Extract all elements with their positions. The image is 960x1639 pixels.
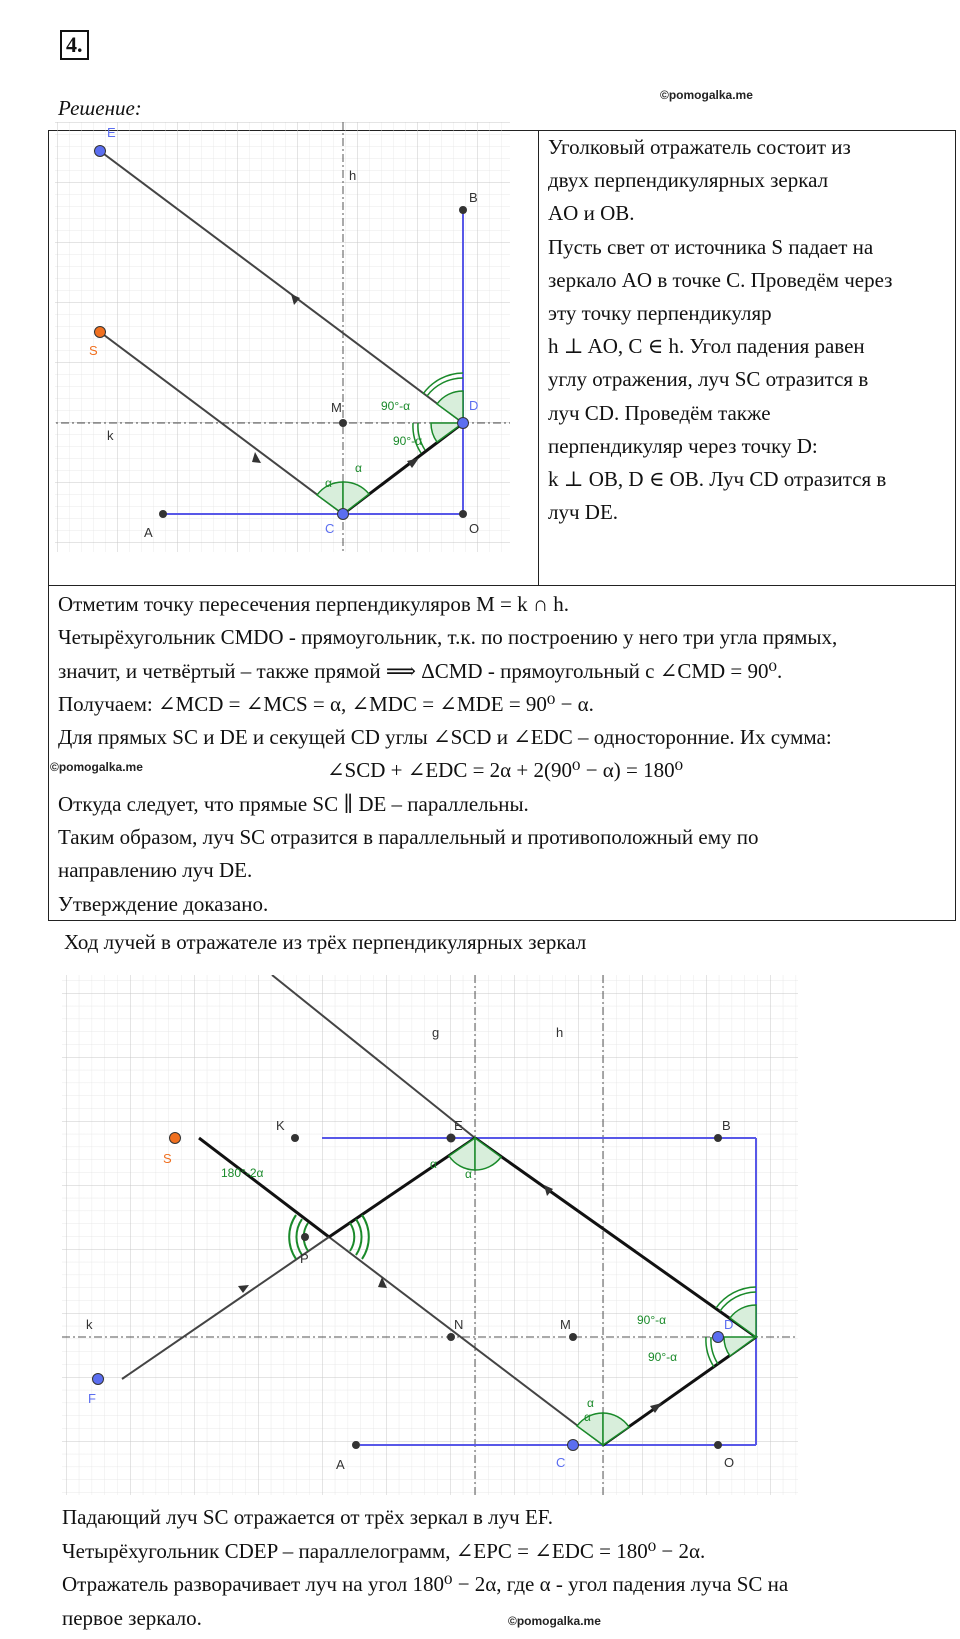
label-f: F [88, 1391, 96, 1406]
label-m: M [331, 400, 342, 415]
proof-line: значит, и четвёртый – также прямой ⟹ ΔCMD - прямоугольный с ∠CMD = 90⁰. [58, 658, 783, 683]
diagram2-caption: Ход лучей в отражателе из трёх перпендикулярных зеркал [64, 930, 587, 954]
point-n [447, 1333, 455, 1341]
point-s [170, 1133, 181, 1144]
label-h: h [349, 168, 357, 183]
angle-label-180-2alpha: 180°-2α [221, 1166, 264, 1180]
proof-line: Получаем: ∠MCD = ∠MCS = α, ∠MDC = ∠MDE = 90⁰ − α. [58, 691, 594, 716]
label-e: E [454, 1118, 463, 1133]
point-a [159, 510, 167, 518]
right-line: перпендикуляр через точку D: [548, 433, 818, 458]
label-c: C [325, 521, 335, 536]
point-a [352, 1441, 360, 1449]
angle-label-90-alpha-2: 90°-α [393, 434, 423, 448]
point-c [338, 509, 349, 520]
angle-label-90-alpha-d1: 90°-α [637, 1313, 667, 1327]
label-p: P [300, 1251, 309, 1266]
label-e: E [107, 125, 116, 140]
conclusion-line: Падающий луч SC отражается от трёх зеркал в луч EF. [62, 1505, 554, 1529]
point-b [459, 206, 467, 214]
proof-line: Откуда следует, что прямые SC ∥ DE – параллельны. [58, 791, 529, 816]
conclusion-text [62, 1501, 952, 1635]
point-d [458, 418, 469, 429]
right-explanation [548, 131, 952, 529]
right-line: зеркало AO в точке C. Проведём через [548, 267, 893, 292]
label-b: B [469, 190, 478, 205]
point-o [459, 510, 467, 518]
proof-text [58, 588, 952, 921]
right-line: углу отражения, луч SC отразится в [548, 367, 869, 392]
angle-label-alpha-c1: α [584, 1410, 591, 1424]
label-k: K [276, 1118, 285, 1133]
point-e [95, 146, 106, 157]
angle-label-alpha-c2: α [587, 1396, 594, 1410]
right-line: луч DE. [548, 500, 619, 525]
watermark-top: ©pomogalka.me [660, 88, 753, 102]
angle-label-90-alpha-1: 90°-α [381, 399, 411, 413]
point-c [568, 1440, 579, 1451]
label-g: g [432, 1025, 440, 1040]
proof-formula: ∠SCD + ∠EDC = 2α + 2(90⁰ − α) = 180⁰ [326, 758, 684, 783]
proof-line: Для прямых SC и DE и секущей CD углы ∠SCD и ∠EDC – односторонние. Их сумма: [58, 725, 832, 750]
proof-line: Четырёхугольник CMDO - прямоугольник, т.к. по построению у него три угла прямых, [58, 625, 838, 650]
proof-line: направлению луч DE. [58, 858, 253, 883]
point-b [714, 1134, 722, 1142]
right-line: Пусть свет от источника S падает на [548, 234, 874, 259]
point-m [339, 419, 347, 427]
angle-label-alpha-e2: α [465, 1167, 472, 1181]
label-s: S [89, 343, 98, 358]
label-o: O [724, 1455, 735, 1470]
table-column-divider [538, 130, 539, 585]
angle-label-90-alpha-d2: 90°-α [648, 1350, 678, 1364]
conclusion-line: Отражатель разворачивает луч на угол 180⁰ − 2α, где α - угол падения луча SC на [62, 1572, 789, 1596]
point-d [713, 1332, 724, 1343]
right-line: луч CD. Проведём также [548, 400, 771, 425]
angle-label-alpha-e1: α [430, 1157, 437, 1171]
label-o: O [469, 521, 480, 536]
right-line: h ⊥ AO, C ∈ h. Угол падения равен [548, 334, 865, 359]
label-k: k [107, 428, 114, 443]
right-line: Уголковый отражатель состоит из [548, 135, 851, 159]
angle-label-alpha-1: α [325, 476, 332, 490]
watermark-bottom: ©pomogalka.me [508, 1614, 601, 1628]
solution-label: Решение: [58, 96, 142, 120]
conclusion-line: Четырёхугольник CDEP – параллелограмм, ∠EPC = ∠EDC = 180⁰ − 2α. [62, 1538, 706, 1563]
label-s: S [163, 1151, 172, 1166]
proof-line: Утверждение доказано. [58, 891, 269, 916]
label-n: N [454, 1317, 464, 1332]
corner-reflector-diagram [55, 122, 510, 552]
point-f [93, 1374, 104, 1385]
proof-line: Таким образом, луч SC отразится в параллельный и противоположный ему по [58, 825, 759, 850]
point-e [447, 1134, 456, 1143]
label-d: D [724, 1317, 734, 1332]
label-k-line: k [86, 1317, 93, 1332]
angle-label-alpha-2: α [355, 461, 362, 475]
label-a: A [144, 525, 153, 540]
proof-line: Отметим точку пересечения перпендикуляров M = k ∩ h. [58, 592, 570, 616]
three-mirror-reflector-diagram [62, 975, 798, 1495]
point-p [301, 1233, 309, 1241]
label-h: h [556, 1025, 564, 1040]
table-row-divider [48, 585, 956, 586]
label-c: C [556, 1455, 566, 1470]
watermark-middle: ©pomogalka.me [50, 760, 143, 774]
right-line: k ⊥ OB, D ∈ OB. Луч CD отразится в [548, 467, 887, 492]
label-d: D [469, 398, 479, 413]
point-o [714, 1441, 722, 1449]
right-line: двух перпендикулярных зеркал [548, 168, 829, 193]
conclusion-line: первое зеркало. [62, 1605, 202, 1630]
label-b: B [722, 1118, 731, 1133]
point-k [291, 1134, 299, 1142]
label-a: A [336, 1457, 345, 1472]
right-line: AO и OB. [548, 201, 635, 226]
right-line: эту точку перпендикуляр [548, 301, 772, 326]
point-s [95, 327, 106, 338]
label-m: M [560, 1317, 571, 1332]
point-m [569, 1333, 577, 1341]
problem-number: 4. [60, 30, 89, 60]
